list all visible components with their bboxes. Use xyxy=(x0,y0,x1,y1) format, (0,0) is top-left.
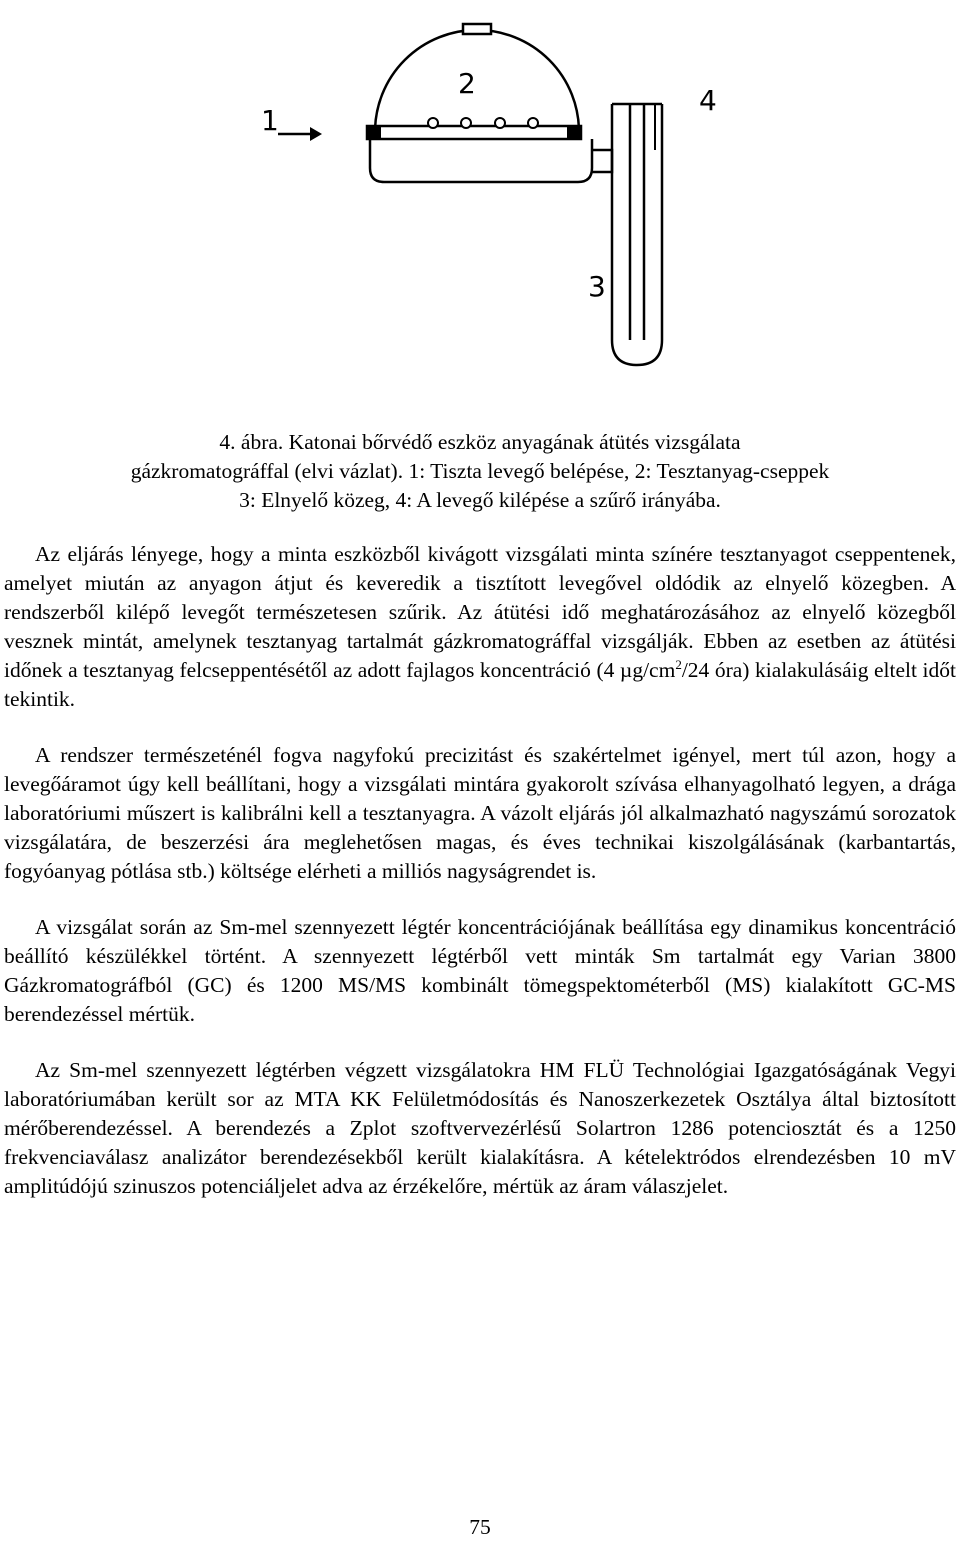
figure-background xyxy=(230,0,770,420)
holder-clamp-right xyxy=(567,126,581,139)
holder-clamp-left xyxy=(367,126,381,139)
paragraph xyxy=(4,540,956,714)
caption-line: 4. ábra. Katonai bőrvédő eszköz anyagának átütés vizsgálata xyxy=(219,430,741,454)
label-droplets: 2 xyxy=(458,67,476,100)
droplet xyxy=(428,118,438,128)
caption-line: 3: Elnyelő közeg, 4: A levegő kilépése a szűrő irányába. xyxy=(239,488,721,512)
droplet xyxy=(528,118,538,128)
droplet xyxy=(495,118,505,128)
caption-line: gázkromatográffal (elvi vázlat). 1: Tiszta levegő belépése, 2: Tesztanyag-cseppek xyxy=(130,459,830,483)
paragraph: A vizsgálat során az Sm-mel szennyezett légtér koncentrációjának beállítása egy dinamikus koncentráció beállító készülékkel történt. A szennyezett légtérből vett minták Sm tartalmát egy Varian 3800 Gázkromatográfból (GC) és 1200 MS/MS kombinált tömegspektométerből (MS) kialakított GC-MS berendezéssel mértük. xyxy=(4,915,956,1026)
paragraph-text: /24 óra) kialakulásáig eltelt időt tekintik. xyxy=(4,658,956,711)
label-absorbent: 3 xyxy=(588,270,606,303)
superscript: 2 xyxy=(675,656,682,672)
apparatus-schematic xyxy=(230,0,770,420)
paragraph: Az Sm-mel szennyezett légtérben végzett vizsgálatokra HM FLÜ Technológiai Igazgatóságának Vegyi laboratóriumában került sor az MTA KK Felületmódosítás és Nanoszerkezetek Osztálya által biztosított mérőberendezéssel. A berendezés a Zplot szoftvervezérlésű Solartron 1286 potenciosztát és a 1250 frekvenciaválasz analizátor berendezésekből került kialakításra. A kételektródos elrendezésben 10 mV amplitúdójú szinuszos potenciáljelet adva az érzékelőre, mértük az áram válaszjelet. xyxy=(4,1058,956,1198)
label-outlet: 4 xyxy=(699,84,717,117)
label-inlet: 1 xyxy=(261,104,279,137)
paragraph: A rendszer természeténél fogva nagyfokú precizitást és szakértelmet igényel, mert túl azon, hogy a levegőáramot úgy kell beállítani, hogy a vizsgálati mintára gyakorolt szívása elhanyagolható legyen, a drága laboratóriumi műszert is kalibrálni kell a tesztanyagra. A vázolt eljárás jól alkalmazható nagyszámú sorozatok vizsgálatára, de beszerzési ára meglehetősen magas, és éves technikai kiszolgálásának (karbantartás, fogyóanyag pótlása stb.) költsége elérheti a milliós nagyságrendet is. xyxy=(4,743,956,883)
paragraph-text: Az eljárás lényege, hogy a minta eszközből kivágott vizsgálati minta színére tesztanyagot cseppentenek, amelyet miután az anyagon átjut és keveredik a tisztított levegővel oldódik az elnyelő közegben. A rendszerből kilépő levegőt természetesen szűrik. Az átütési idő meghatározásához az elnyelő közegből vesznek mintát, amelynek tesztanyag tartalmát gázkromatográffal vizsgálják. Ebben az esetben az átütési időnek a tesztanyag felcseppentésétől az adott fajlagos koncentráció (4 µg/cm xyxy=(4,542,956,682)
sample-holder-bar xyxy=(367,126,581,139)
droplet xyxy=(461,118,471,128)
page-number: 75 xyxy=(469,1515,491,1539)
body-text xyxy=(4,540,956,1228)
dome-cap xyxy=(463,24,491,34)
apparatus-diagram xyxy=(230,0,770,420)
figure-caption xyxy=(0,428,960,515)
